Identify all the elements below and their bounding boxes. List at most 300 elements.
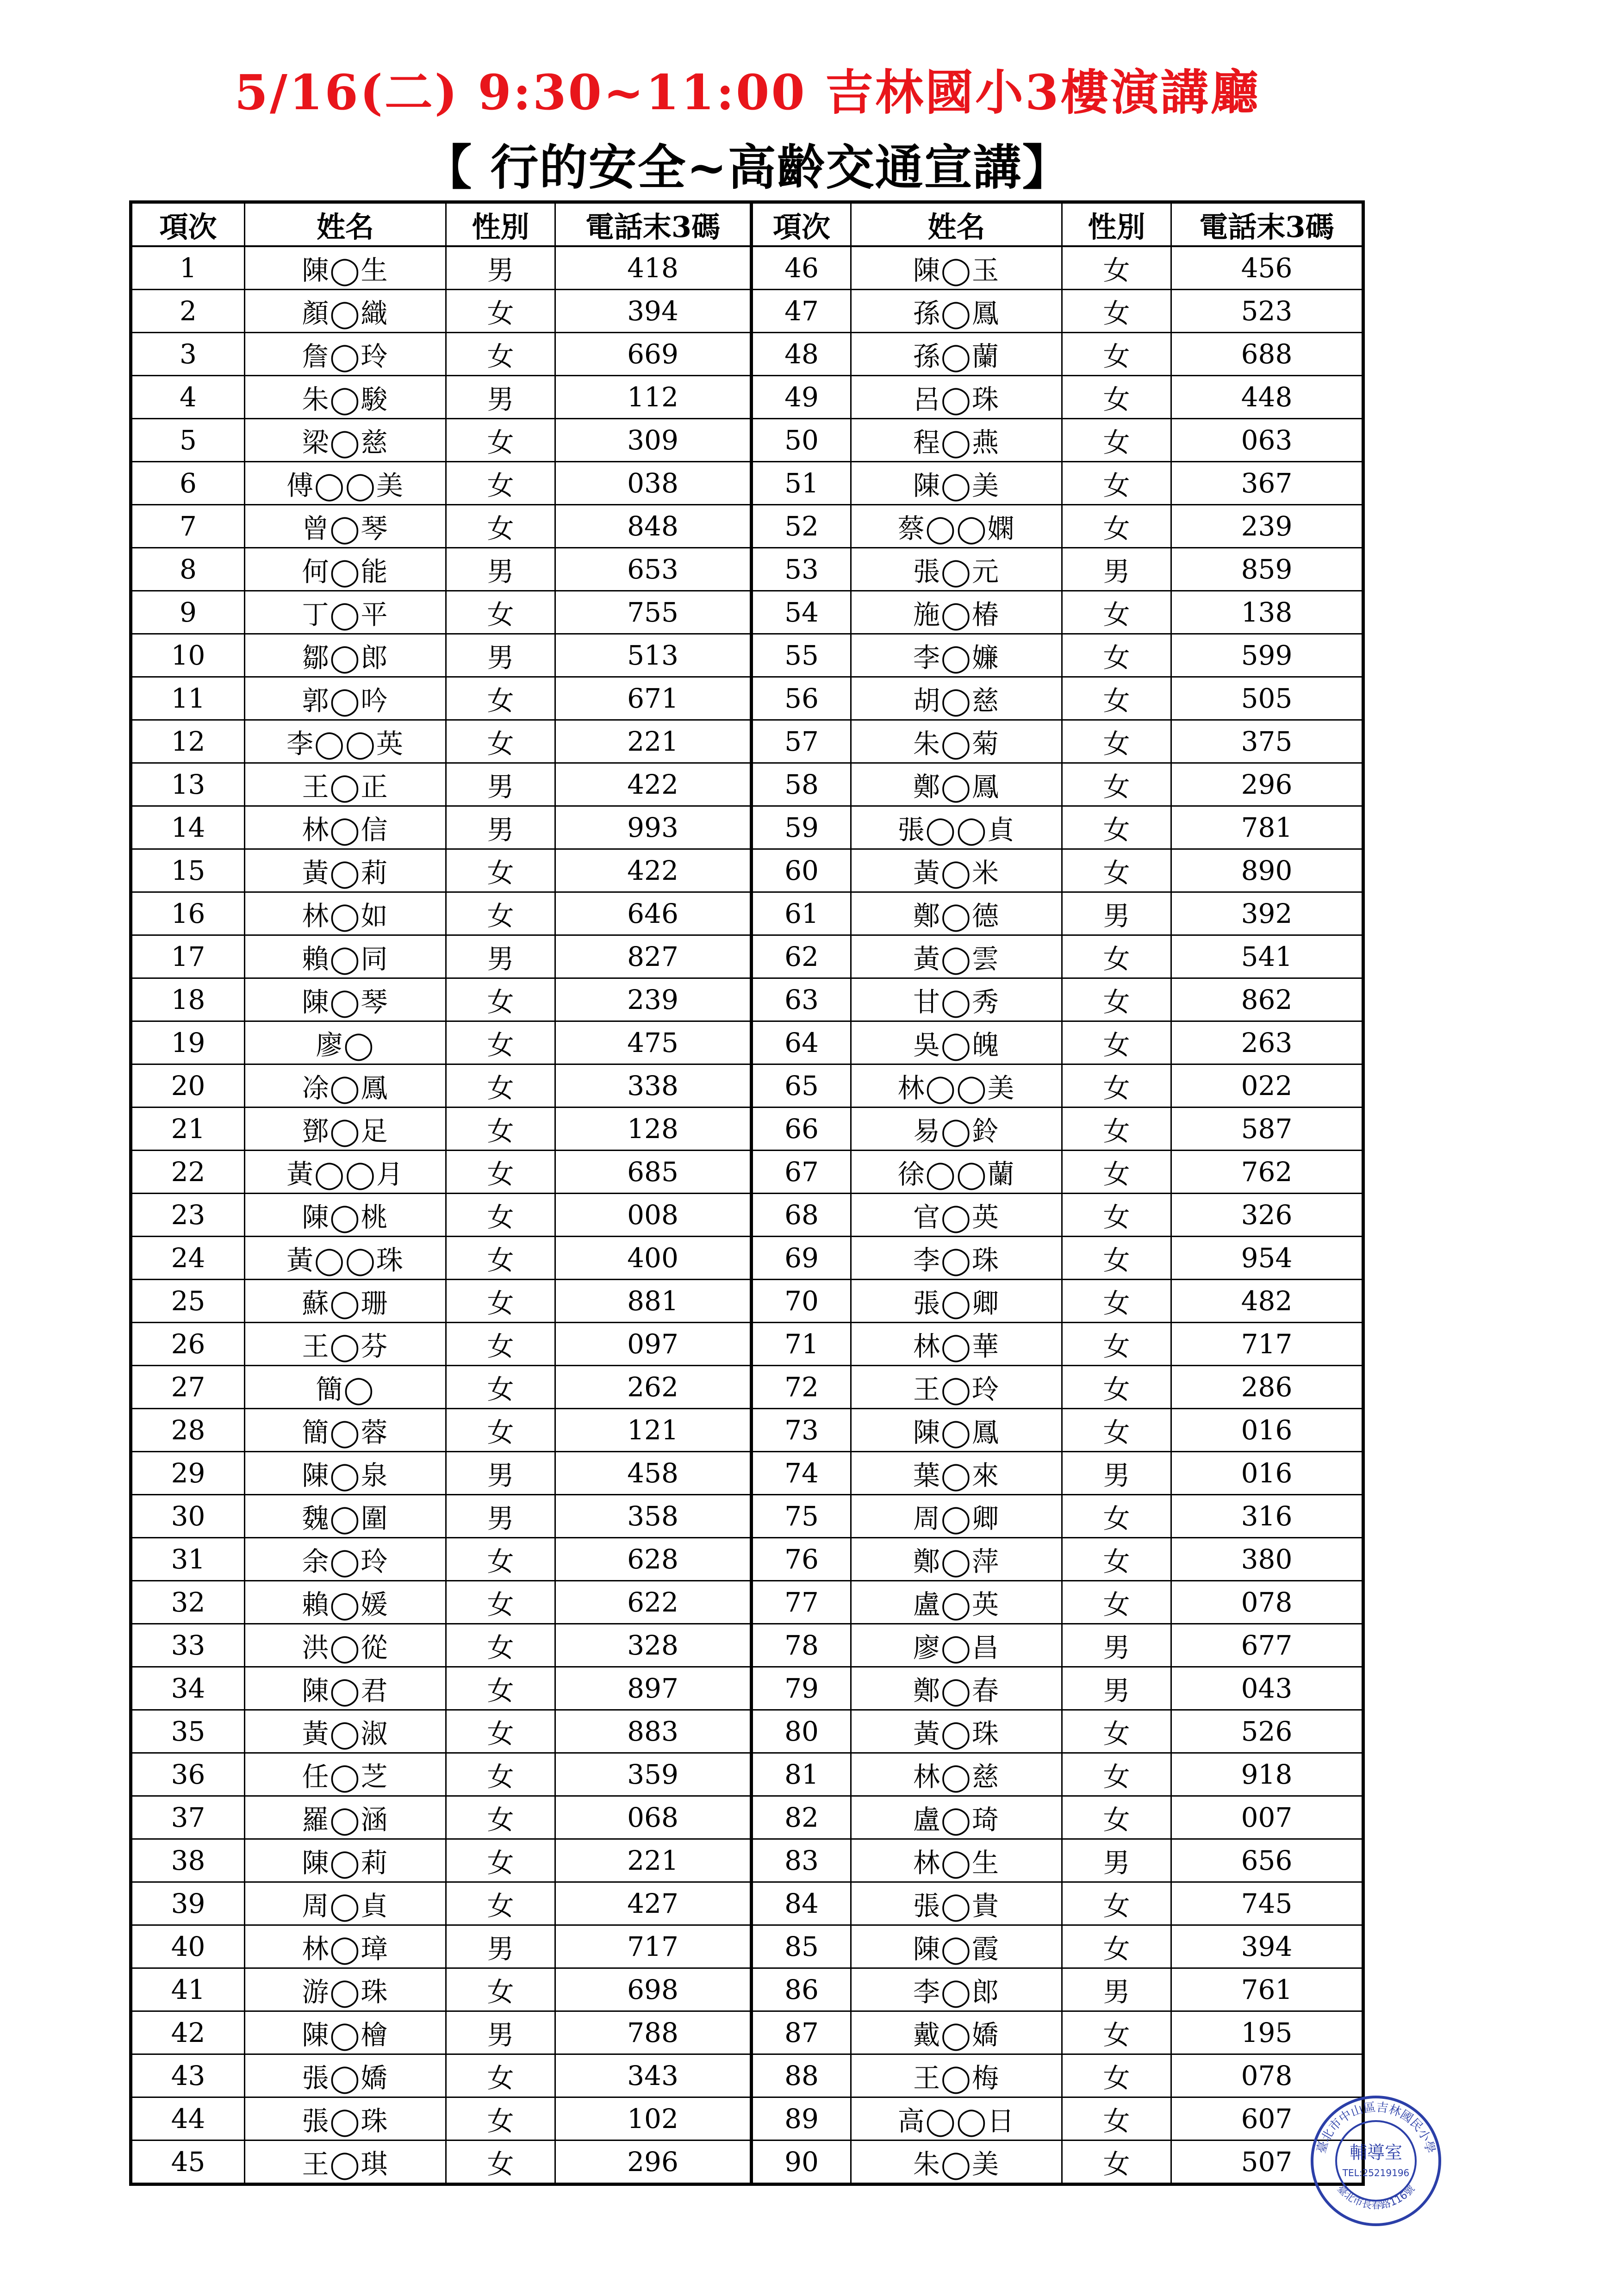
phone-last-3: 138 [1171, 591, 1363, 634]
phone-last-3: 918 [1171, 1753, 1363, 1796]
row-index: 45 [131, 2140, 245, 2184]
table-row [131, 505, 1363, 548]
participant-name: 蘇◯珊 [245, 1280, 446, 1323]
phone-last-3: 526 [1171, 1710, 1363, 1753]
phone-last-3: 993 [555, 806, 752, 849]
row-index: 85 [752, 1925, 851, 1968]
participant-name: 盧◯英 [851, 1581, 1062, 1624]
phone-last-3: 422 [555, 849, 752, 892]
phone-last-3: 827 [555, 935, 752, 978]
participant-gender: 女 [446, 892, 555, 935]
row-index: 41 [131, 1968, 245, 2011]
table-row [131, 548, 1363, 591]
row-index: 44 [131, 2097, 245, 2140]
table-row [131, 1495, 1363, 1538]
phone-last-3: 541 [1171, 935, 1363, 978]
participant-gender: 女 [446, 1280, 555, 1323]
row-index: 58 [752, 763, 851, 806]
participant-gender: 女 [446, 1753, 555, 1796]
phone-last-3: 507 [1171, 2140, 1363, 2184]
seal-center-text: 輔導室 [1349, 2142, 1403, 2163]
participant-name: 鄒◯郎 [245, 634, 446, 677]
participant-gender: 男 [446, 548, 555, 591]
participant-name: 羅◯涵 [245, 1796, 446, 1839]
phone-last-3: 078 [1171, 1581, 1363, 1624]
table-row [131, 1108, 1363, 1151]
participant-gender: 男 [446, 2011, 555, 2054]
table-row [131, 2054, 1363, 2097]
row-index: 11 [131, 677, 245, 720]
participant-gender: 男 [446, 1925, 555, 1968]
row-index: 33 [131, 1624, 245, 1667]
participant-gender: 女 [1062, 1409, 1171, 1452]
participant-gender: 男 [446, 1495, 555, 1538]
participant-name: 張◯貴 [851, 1882, 1062, 1925]
participant-name: 林◯慈 [851, 1753, 1062, 1796]
row-index: 20 [131, 1064, 245, 1108]
table-row [131, 1710, 1363, 1753]
participant-name: 郭◯吟 [245, 677, 446, 720]
phone-last-3: 698 [555, 1968, 752, 2011]
phone-last-3: 296 [1171, 763, 1363, 806]
table-row [131, 634, 1363, 677]
table-row [131, 978, 1363, 1021]
participant-gender: 男 [446, 1452, 555, 1495]
participant-name: 林◯生 [851, 1839, 1062, 1882]
participant-gender: 女 [446, 1366, 555, 1409]
participant-gender: 女 [446, 290, 555, 333]
participant-name: 曾◯琴 [245, 505, 446, 548]
phone-last-3: 316 [1171, 1495, 1363, 1538]
row-index: 75 [752, 1495, 851, 1538]
participant-gender: 女 [1062, 1882, 1171, 1925]
participant-name: 詹◯玲 [245, 333, 446, 376]
header-index: 項次 [752, 202, 851, 247]
row-index: 61 [752, 892, 851, 935]
row-index: 10 [131, 634, 245, 677]
participant-gender: 女 [446, 720, 555, 763]
table-row [131, 1237, 1363, 1280]
row-index: 69 [752, 1237, 851, 1280]
participant-name: 黃◯米 [851, 849, 1062, 892]
row-index: 78 [752, 1624, 851, 1667]
participant-gender: 女 [1062, 1064, 1171, 1108]
row-index: 79 [752, 1667, 851, 1710]
participant-name: 簡◯ [245, 1366, 446, 1409]
row-index: 3 [131, 333, 245, 376]
table-row [131, 1624, 1363, 1667]
row-index: 59 [752, 806, 851, 849]
row-index: 63 [752, 978, 851, 1021]
row-index: 76 [752, 1538, 851, 1581]
participant-name: 鄭◯萍 [851, 1538, 1062, 1581]
phone-last-3: 038 [555, 462, 752, 505]
participant-name: 孫◯鳳 [851, 290, 1062, 333]
row-index: 14 [131, 806, 245, 849]
row-index: 35 [131, 1710, 245, 1753]
row-index: 37 [131, 1796, 245, 1839]
participant-gender: 女 [446, 1667, 555, 1710]
table-row [131, 1753, 1363, 1796]
phone-last-3: 862 [1171, 978, 1363, 1021]
participant-name: 賴◯媛 [245, 1581, 446, 1624]
participant-gender: 女 [446, 677, 555, 720]
table-row [131, 333, 1363, 376]
participant-gender: 女 [1062, 462, 1171, 505]
participant-gender: 女 [1062, 806, 1171, 849]
row-index: 74 [752, 1452, 851, 1495]
row-index: 88 [752, 2054, 851, 2097]
phone-last-3: 897 [555, 1667, 752, 1710]
participant-gender: 女 [1062, 1753, 1171, 1796]
school-seal-stamp [1309, 2094, 1443, 2228]
phone-last-3: 309 [555, 419, 752, 462]
phone-last-3: 755 [555, 591, 752, 634]
phone-last-3: 375 [1171, 720, 1363, 763]
participant-name: 王◯正 [245, 763, 446, 806]
participant-name: 余◯玲 [245, 1538, 446, 1581]
participant-gender: 女 [1062, 1710, 1171, 1753]
table-row [131, 1280, 1363, 1323]
row-index: 12 [131, 720, 245, 763]
phone-last-3: 239 [1171, 505, 1363, 548]
participant-gender: 女 [446, 1882, 555, 1925]
phone-last-3: 653 [555, 548, 752, 591]
table-row [131, 1194, 1363, 1237]
row-index: 60 [752, 849, 851, 892]
participant-gender: 男 [1062, 1452, 1171, 1495]
participant-name: 陳◯玉 [851, 246, 1062, 290]
table-row [131, 1581, 1363, 1624]
participant-gender: 女 [1062, 1925, 1171, 1968]
phone-last-3: 016 [1171, 1452, 1363, 1495]
row-index: 77 [752, 1581, 851, 1624]
participant-name: 黃◯莉 [245, 849, 446, 892]
row-index: 21 [131, 1108, 245, 1151]
participant-gender: 女 [1062, 246, 1171, 290]
phone-last-3: 394 [555, 290, 752, 333]
row-index: 66 [752, 1108, 851, 1151]
table-row [131, 720, 1363, 763]
participant-name: 陳◯檜 [245, 2011, 446, 2054]
phone-last-3: 068 [555, 1796, 752, 1839]
row-index: 52 [752, 505, 851, 548]
participant-name: 王◯梅 [851, 2054, 1062, 2097]
participant-name: 李◯珠 [851, 1237, 1062, 1280]
phone-last-3: 788 [555, 2011, 752, 2054]
participant-gender: 女 [446, 1710, 555, 1753]
participant-gender: 男 [1062, 892, 1171, 935]
participant-name: 黃◯珠 [851, 1710, 1062, 1753]
participant-name: 王◯琪 [245, 2140, 446, 2184]
row-index: 65 [752, 1064, 851, 1108]
participant-gender: 女 [1062, 1194, 1171, 1237]
participant-gender: 女 [446, 462, 555, 505]
row-index: 16 [131, 892, 245, 935]
row-index: 38 [131, 1839, 245, 1882]
row-index: 26 [131, 1323, 245, 1366]
participant-name: 陳◯生 [245, 246, 446, 290]
participant-name: 陳◯琴 [245, 978, 446, 1021]
participant-name: 鄭◯德 [851, 892, 1062, 935]
phone-last-3: 671 [555, 677, 752, 720]
page-subtitle: 【 行的安全~高齡交通宣講】 [423, 139, 1071, 196]
participant-gender: 女 [446, 1151, 555, 1194]
row-index: 80 [752, 1710, 851, 1753]
phone-last-3: 745 [1171, 1882, 1363, 1925]
table-row [131, 290, 1363, 333]
phone-last-3: 883 [555, 1710, 752, 1753]
participant-gender: 女 [1062, 2097, 1171, 2140]
table-row [131, 763, 1363, 806]
row-index: 40 [131, 1925, 245, 1968]
row-index: 82 [752, 1796, 851, 1839]
phone-last-3: 762 [1171, 1151, 1363, 1194]
participant-gender: 女 [1062, 849, 1171, 892]
row-index: 30 [131, 1495, 245, 1538]
participant-name: 戴◯嬌 [851, 2011, 1062, 2054]
participant-gender: 女 [1062, 763, 1171, 806]
participant-name: 魏◯圍 [245, 1495, 446, 1538]
phone-last-3: 102 [555, 2097, 752, 2140]
phone-last-3: 016 [1171, 1409, 1363, 1452]
table-row [131, 2011, 1363, 2054]
phone-last-3: 063 [1171, 419, 1363, 462]
participant-gender: 女 [446, 1839, 555, 1882]
row-index: 15 [131, 849, 245, 892]
participant-name: 張◯珠 [245, 2097, 446, 2140]
table-row [131, 806, 1363, 849]
participant-name: 黃◯◯珠 [245, 1237, 446, 1280]
participant-name: 周◯貞 [245, 1882, 446, 1925]
phone-last-3: 221 [555, 1839, 752, 1882]
participant-name: 林◯信 [245, 806, 446, 849]
row-index: 84 [752, 1882, 851, 1925]
participant-gender: 男 [446, 763, 555, 806]
header-gender: 性別 [1062, 202, 1171, 247]
participant-gender: 女 [1062, 290, 1171, 333]
phone-last-3: 097 [555, 1323, 752, 1366]
seal-outer-text: 臺北市中山區吉林國民小學 [1314, 2100, 1438, 2155]
phone-last-3: 954 [1171, 1237, 1363, 1280]
participant-name: 廖◯昌 [851, 1624, 1062, 1667]
table-header-row [131, 202, 1363, 247]
participant-name: 盧◯琦 [851, 1796, 1062, 1839]
participant-name: 陳◯桃 [245, 1194, 446, 1237]
phone-last-3: 112 [555, 376, 752, 419]
phone-last-3: 400 [555, 1237, 752, 1280]
participant-name: 丁◯平 [245, 591, 446, 634]
participant-name: 胡◯慈 [851, 677, 1062, 720]
row-index: 43 [131, 2054, 245, 2097]
participant-gender: 女 [446, 1796, 555, 1839]
phone-last-3: 458 [555, 1452, 752, 1495]
phone-last-3: 367 [1171, 462, 1363, 505]
row-index: 7 [131, 505, 245, 548]
phone-last-3: 221 [555, 720, 752, 763]
row-index: 42 [131, 2011, 245, 2054]
row-index: 83 [752, 1839, 851, 1882]
participant-gender: 女 [1062, 720, 1171, 763]
phone-last-3: 448 [1171, 376, 1363, 419]
participant-gender: 女 [1062, 1366, 1171, 1409]
phone-last-3: 326 [1171, 1194, 1363, 1237]
row-index: 68 [752, 1194, 851, 1237]
row-index: 17 [131, 935, 245, 978]
phone-last-3: 022 [1171, 1064, 1363, 1108]
phone-last-3: 646 [555, 892, 752, 935]
table-row [131, 849, 1363, 892]
participant-gender: 女 [446, 2054, 555, 2097]
participant-gender: 女 [446, 505, 555, 548]
phone-last-3: 358 [555, 1495, 752, 1538]
phone-last-3: 848 [555, 505, 752, 548]
phone-last-3: 475 [555, 1021, 752, 1064]
row-index: 47 [752, 290, 851, 333]
phone-last-3: 418 [555, 246, 752, 290]
phone-last-3: 394 [1171, 1925, 1363, 1968]
participant-gender: 女 [1062, 1108, 1171, 1151]
participant-gender: 女 [446, 333, 555, 376]
row-index: 39 [131, 1882, 245, 1925]
table-row [131, 419, 1363, 462]
row-index: 13 [131, 763, 245, 806]
header-phone: 電話末3碼 [555, 202, 752, 247]
table-row [131, 246, 1363, 290]
participant-name: 黃◯雲 [851, 935, 1062, 978]
table-row [131, 1925, 1363, 1968]
participant-gender: 女 [1062, 505, 1171, 548]
participant-name: 鄭◯春 [851, 1667, 1062, 1710]
phone-last-3: 781 [1171, 806, 1363, 849]
phone-last-3: 128 [555, 1108, 752, 1151]
participant-name: 李◯郎 [851, 1968, 1062, 2011]
participant-gender: 女 [1062, 376, 1171, 419]
row-index: 53 [752, 548, 851, 591]
participant-name: 蔡◯◯嫻 [851, 505, 1062, 548]
phone-last-3: 286 [1171, 1366, 1363, 1409]
participant-gender: 女 [1062, 634, 1171, 677]
phone-last-3: 195 [1171, 2011, 1363, 2054]
participant-gender: 女 [446, 591, 555, 634]
row-index: 89 [752, 2097, 851, 2140]
row-index: 67 [752, 1151, 851, 1194]
participant-name: 林◯華 [851, 1323, 1062, 1366]
phone-last-3: 296 [555, 2140, 752, 2184]
row-index: 70 [752, 1280, 851, 1323]
participant-name: 吳◯魄 [851, 1021, 1062, 1064]
row-index: 23 [131, 1194, 245, 1237]
participant-gender: 女 [1062, 1237, 1171, 1280]
participant-name: 呂◯珠 [851, 376, 1062, 419]
table-row [131, 2140, 1363, 2184]
participant-gender: 男 [446, 935, 555, 978]
phone-last-3: 523 [1171, 290, 1363, 333]
participant-gender: 女 [1062, 1021, 1171, 1064]
row-index: 64 [752, 1021, 851, 1064]
phone-last-3: 513 [555, 634, 752, 677]
table-row [131, 1452, 1363, 1495]
participant-name: 朱◯駿 [245, 376, 446, 419]
row-index: 2 [131, 290, 245, 333]
row-index: 22 [131, 1151, 245, 1194]
row-index: 28 [131, 1409, 245, 1452]
table-row [131, 677, 1363, 720]
participant-gender: 女 [1062, 1151, 1171, 1194]
participant-name: 張◯◯貞 [851, 806, 1062, 849]
participant-name: 朱◯美 [851, 2140, 1062, 2184]
phone-last-3: 505 [1171, 677, 1363, 720]
phone-last-3: 380 [1171, 1538, 1363, 1581]
row-index: 81 [752, 1753, 851, 1796]
participant-gender: 女 [446, 2140, 555, 2184]
participant-name: 任◯芝 [245, 1753, 446, 1796]
participant-name: 游◯珠 [245, 1968, 446, 2011]
table-row [131, 1667, 1363, 1710]
row-index: 72 [752, 1366, 851, 1409]
participant-name: 李◯◯英 [245, 720, 446, 763]
table-row [131, 1064, 1363, 1108]
participant-gender: 女 [446, 1021, 555, 1064]
table-row [131, 1366, 1363, 1409]
participant-name: 高◯◯日 [851, 2097, 1062, 2140]
row-index: 4 [131, 376, 245, 419]
phone-last-3: 890 [1171, 849, 1363, 892]
phone-last-3: 607 [1171, 2097, 1363, 2140]
phone-last-3: 392 [1171, 892, 1363, 935]
participant-name: 朱◯菊 [851, 720, 1062, 763]
table-row [131, 1323, 1363, 1366]
row-index: 46 [752, 246, 851, 290]
phone-last-3: 881 [555, 1280, 752, 1323]
page-title: 5/16(二) 9:30~11:00 吉林國小3樓演講廳 [234, 64, 1261, 121]
table-row [131, 1882, 1363, 1925]
participant-gender: 女 [1062, 1280, 1171, 1323]
participant-gender: 女 [1062, 1538, 1171, 1581]
phone-last-3: 622 [555, 1581, 752, 1624]
phone-last-3: 599 [1171, 634, 1363, 677]
table-row [131, 1839, 1363, 1882]
participant-gender: 女 [1062, 1495, 1171, 1538]
phone-last-3: 078 [1171, 2054, 1363, 2097]
participant-gender: 男 [446, 376, 555, 419]
header-name: 姓名 [245, 202, 446, 247]
participant-gender: 女 [1062, 1796, 1171, 1839]
participant-name: 李◯嬚 [851, 634, 1062, 677]
table-row [131, 892, 1363, 935]
phone-last-3: 656 [1171, 1839, 1363, 1882]
row-index: 56 [752, 677, 851, 720]
phone-last-3: 587 [1171, 1108, 1363, 1151]
participant-name: 黃◯◯月 [245, 1151, 446, 1194]
participant-name: 賴◯同 [245, 935, 446, 978]
participant-gender: 女 [446, 1237, 555, 1280]
row-index: 57 [752, 720, 851, 763]
table-row [131, 1021, 1363, 1064]
row-index: 9 [131, 591, 245, 634]
participant-name: 王◯玲 [851, 1366, 1062, 1409]
participant-gender: 女 [446, 1968, 555, 2011]
phone-last-3: 338 [555, 1064, 752, 1108]
participant-name: 黃◯淑 [245, 1710, 446, 1753]
phone-last-3: 359 [555, 1753, 752, 1796]
phone-last-3: 482 [1171, 1280, 1363, 1323]
participant-gender: 女 [446, 1194, 555, 1237]
participant-name: 甘◯秀 [851, 978, 1062, 1021]
participant-name: 鄭◯鳳 [851, 763, 1062, 806]
row-index: 71 [752, 1323, 851, 1366]
header-gender: 性別 [446, 202, 555, 247]
